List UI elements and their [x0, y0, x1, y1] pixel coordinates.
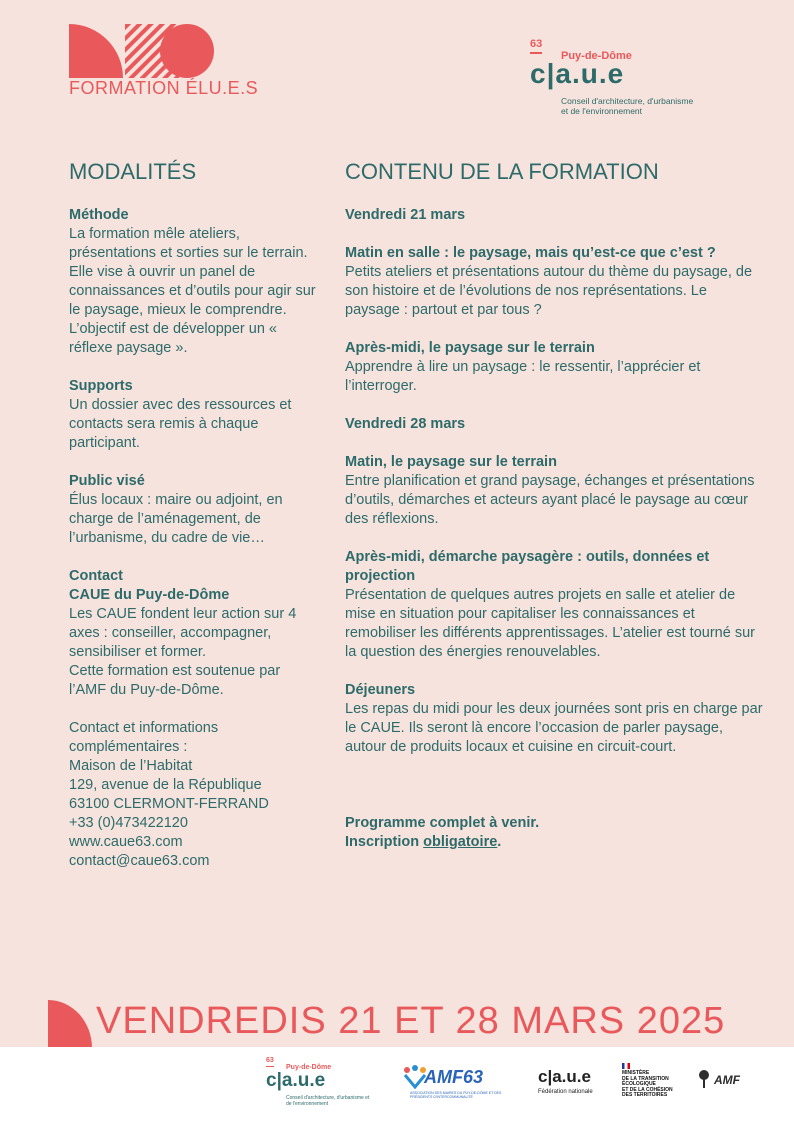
day1-heading: Vendredi 21 mars — [345, 207, 466, 223]
french-flag-icon — [622, 1063, 630, 1069]
contact-org: CAUE du Puy-de-Dôme — [69, 587, 230, 603]
footer-caue-wordmark: c|a.u.e — [266, 1070, 326, 1091]
inscription-label: Inscription — [345, 834, 424, 850]
caue-subtitle-2: et de l'environnement — [561, 106, 643, 116]
ministere-line-3: ÉCOLOGIQUE — [622, 1081, 656, 1087]
ministere-line-1: MINISTÈRE — [622, 1070, 650, 1076]
modalites-column — [69, 206, 319, 871]
amf63-subtitle: ASSOCIATION DES MAIRES DU PUY-DE-DÔME ET DES PRÉSIDENTS D'INTERCOMMUNALITÉ — [410, 1091, 502, 1099]
footer-caue-num: 63 — [266, 1057, 274, 1064]
fncaue-subtitle: Fédération nationale — [538, 1089, 593, 1095]
contact-heading: Contact — [69, 568, 123, 584]
info-website[interactable]: www.caue63.com — [69, 834, 183, 850]
day2-heading: Vendredi 28 mars — [345, 416, 466, 432]
session4-heading: Après-midi, démarche paysagère : outils, données et projection — [345, 549, 710, 584]
caue-logo-bar — [530, 52, 542, 54]
contact-text-1: Les CAUE fondent leur action sur 4 axes : conseiller, accompagner, sensibiliser et former. — [69, 606, 297, 660]
caue-subtitle-1: Conseil d'architecture, d'urbanisme — [561, 96, 694, 106]
caue-wordmark: c|a.u.e — [530, 58, 625, 89]
session4-text: Présentation de quelques autres projets en salle et atelier de mise en situation pour capitaliser les connaissances et remobiliser les différents apprentissages. L’atelier est tourné sur la question des énergies renouvelables. — [345, 587, 755, 660]
info-phone: +33 (0)473422120 — [69, 815, 188, 831]
amf63-wordmark: AMF63 — [424, 1067, 484, 1087]
date-banner: VENDREDIS 21 ET 28 MARS 2025 — [96, 1000, 726, 1042]
caue-logo — [530, 38, 730, 118]
programme-note: Programme complet à venir. — [345, 815, 540, 831]
caue-number: 63 — [530, 38, 543, 50]
formation-logo-shapes — [69, 24, 214, 78]
supports-text: Un dossier avec des ressources et contacts sera remis à chaque participant. — [69, 397, 292, 451]
session2-heading: Après-midi, le paysage sur le terrain — [345, 340, 595, 356]
info-line-3: 129, avenue de la République — [69, 777, 262, 793]
banner-quarter-circle — [48, 1000, 92, 1048]
ministere-line-2: DE LA TRANSITION — [622, 1075, 669, 1082]
info-line-2: Maison de l’Habitat — [69, 758, 193, 774]
footer-caue63-logo — [266, 1057, 370, 1117]
footer-amf63-logo — [402, 1065, 506, 1105]
session1-text: Petits ateliers et présentations autour du thème du paysage, de son histoire et de l’évolutions de nos représentations. Le paysage : partout et par tous ? — [345, 264, 753, 318]
session3-heading: Matin, le paysage sur le terrain — [345, 454, 557, 470]
fncaue-wordmark: c|a.u.e — [538, 1067, 591, 1086]
public-text: Élus locaux : maire ou adjoint, en charge de l’aménagement, de l’urbanisme, du cadre de vie… — [69, 492, 283, 546]
public-heading: Public visé — [69, 473, 145, 489]
info-email[interactable]: contact@caue63.com — [69, 853, 210, 869]
footer-caue-subtitle: Conseil d'architecture, d'urbanisme et de l'environnement — [286, 1095, 370, 1107]
amf-tree-icon — [694, 1069, 714, 1089]
contenu-title: CONTENU DE LA FORMATION — [345, 159, 659, 184]
methode-heading: Méthode — [69, 207, 129, 223]
session2-text: Apprendre à lire un paysage : le ressentir, l’apprécier et l’interroger. — [345, 359, 701, 394]
ministere-line-5: DES TERRITOIRES — [622, 1092, 668, 1098]
footer-amf-logo — [694, 1069, 764, 1099]
footer-ministere-logo — [622, 1063, 682, 1113]
info-line-4: 63100 CLERMONT-FERRAND — [69, 796, 269, 812]
footer-caue-bar — [266, 1066, 274, 1067]
footer-fncaue-logo — [538, 1067, 608, 1107]
inscription-obligatoire: obligatoire — [423, 834, 498, 850]
footer-caue-dept: Puy-de-Dôme — [286, 1064, 332, 1071]
dejeuners-heading: Déjeuners — [345, 682, 416, 698]
caue-dept: Puy-de-Dôme — [561, 50, 632, 62]
info-line-1: Contact et informations complémentaires : — [69, 720, 219, 755]
methode-text: La formation mêle ateliers, présentations et sorties sur le terrain. Elle vise à ouvrir un panel de connaissances et d’outils pour agir sur le paysage, mieux le comprendre. L’objectif est de développer un « réflexe paysage ». — [69, 226, 316, 356]
session1-heading: Matin en salle : le paysage, mais qu’est-ce que c’est ? — [345, 245, 716, 261]
partner-logos-footer — [0, 1047, 794, 1123]
modalites-title: MODALITÉS — [69, 159, 197, 184]
dejeuners-text: Les repas du midi pour les deux journées sont pris en charge par le CAUE. Ils seront là encore l’occasion de parler paysage, autour de produits locaux et cuisine en circuit-court. — [345, 701, 763, 755]
session3-text: Entre planification et grand paysage, échanges et présentations d’outils, démarches et acteurs ayant placé le paysage au cœur des réflexions. — [345, 473, 755, 527]
amf-wordmark: AMF — [714, 1073, 740, 1087]
inscription-period: . — [497, 834, 502, 850]
formation-title: FORMATION ÉLU.E.S — [69, 78, 259, 98]
ministere-line-4: ET DE LA COHÉSION — [622, 1086, 673, 1093]
supports-heading: Supports — [69, 378, 133, 394]
ministere-text — [622, 1071, 682, 1099]
contact-text-2: Cette formation est soutenue par l’AMF du Puy-de-Dôme. — [69, 663, 281, 698]
contenu-column — [345, 206, 765, 852]
